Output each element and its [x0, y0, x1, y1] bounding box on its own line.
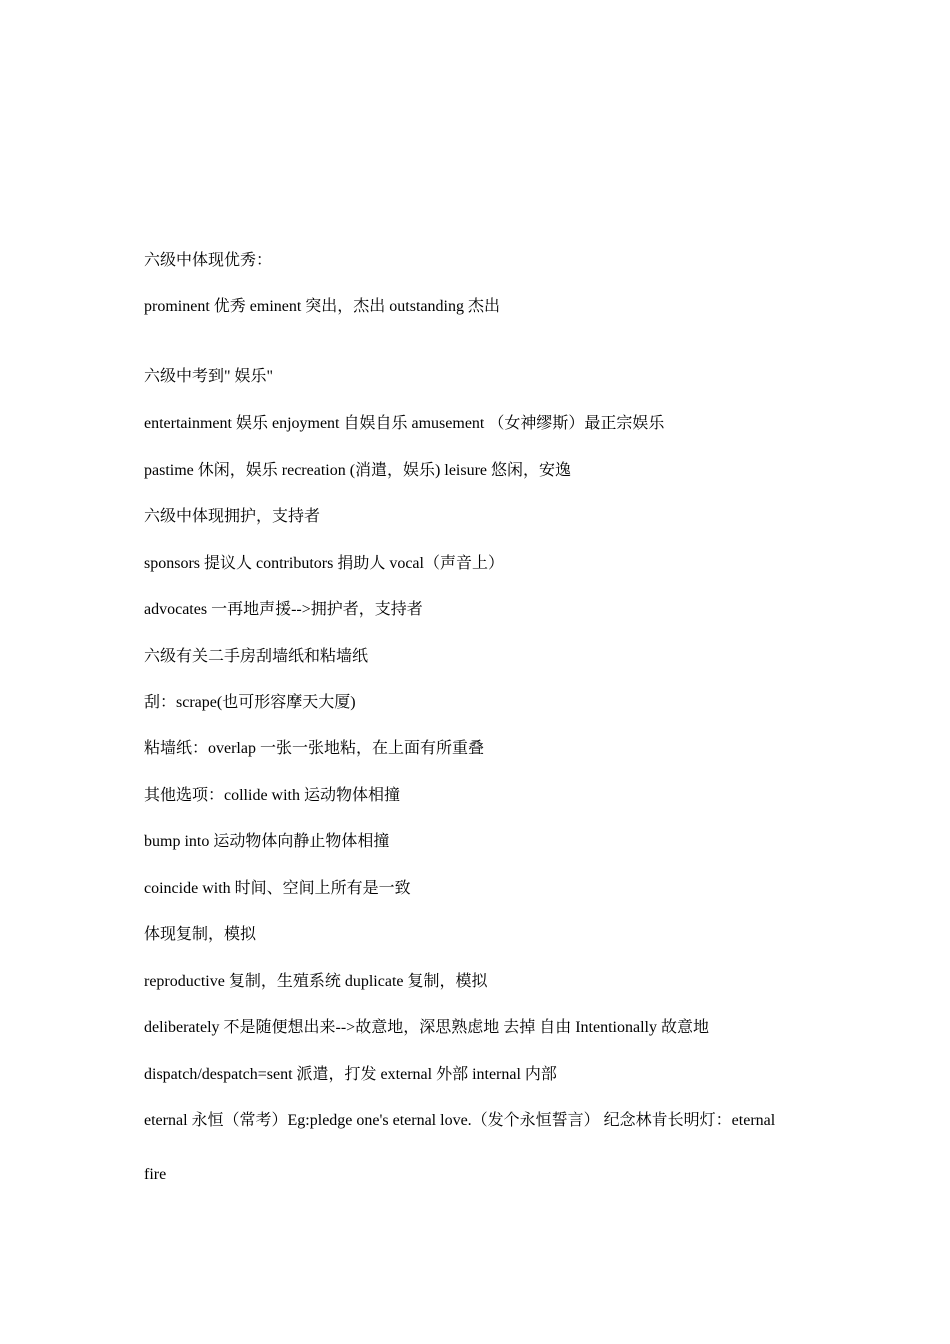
vocab-line-bump-into: bump into 运动物体向静止物体相撞 — [144, 833, 390, 850]
heading-excellence: 六级中体现优秀： — [144, 252, 273, 269]
heading-copy: 体现复制，模拟 — [144, 926, 257, 943]
vocab-line-deliberately: deliberately 不是随便想出来-->故意地，深思熟虑地 去掉 自由 Intentionally 故意地 — [144, 1019, 709, 1036]
heading-wallpaper: 六级有关二手房刮墙纸和粘墙纸 — [144, 648, 369, 665]
vocab-line-eternal: eternal 永恒（常考）Eg:pledge one's eternal love.（发个永恒誓言） 纪念林肯长明灯：eternal — [144, 1112, 776, 1129]
vocab-line-overlap: 粘墙纸：overlap 一张一张地粘，在上面有所重叠 — [144, 740, 484, 757]
heading-entertainment: 六级中考到" 娱乐" — [144, 368, 274, 385]
vocab-line-sponsors: sponsors 提议人 contributors 捐助人 vocal（声音上） — [144, 555, 504, 572]
vocab-line-collide: 其他选项：collide with 运动物体相撞 — [144, 787, 400, 804]
vocab-line-eternal-continued: fire — [144, 1166, 167, 1183]
vocab-line-coincide: coincide with 时间、空间上所有是一致 — [144, 880, 411, 897]
vocab-line-dispatch: dispatch/despatch=sent 派遣，打发 external 外部 internal 内部 — [144, 1066, 557, 1083]
vocab-line-pastime: pastime 休闲，娱乐 recreation (消遣，娱乐) leisure 悠闲，安逸 — [144, 462, 572, 479]
vocab-line-scrape: 刮：scrape(也可形容摩天大厦) — [144, 694, 356, 711]
vocab-line-excellence: prominent 优秀 eminent 突出，杰出 outstanding 杰出 — [144, 298, 500, 315]
vocab-line-reproductive: reproductive 复制，生殖系统 duplicate 复制，模拟 — [144, 973, 488, 990]
vocab-line-advocates: advocates 一再地声援-->拥护者，支持者 — [144, 601, 423, 618]
vocab-line-entertainment: entertainment 娱乐 enjoyment 自娱自乐 amusement （女神缪斯）最正宗娱乐 — [144, 415, 665, 432]
heading-supporters: 六级中体现拥护，支持者 — [144, 508, 321, 525]
